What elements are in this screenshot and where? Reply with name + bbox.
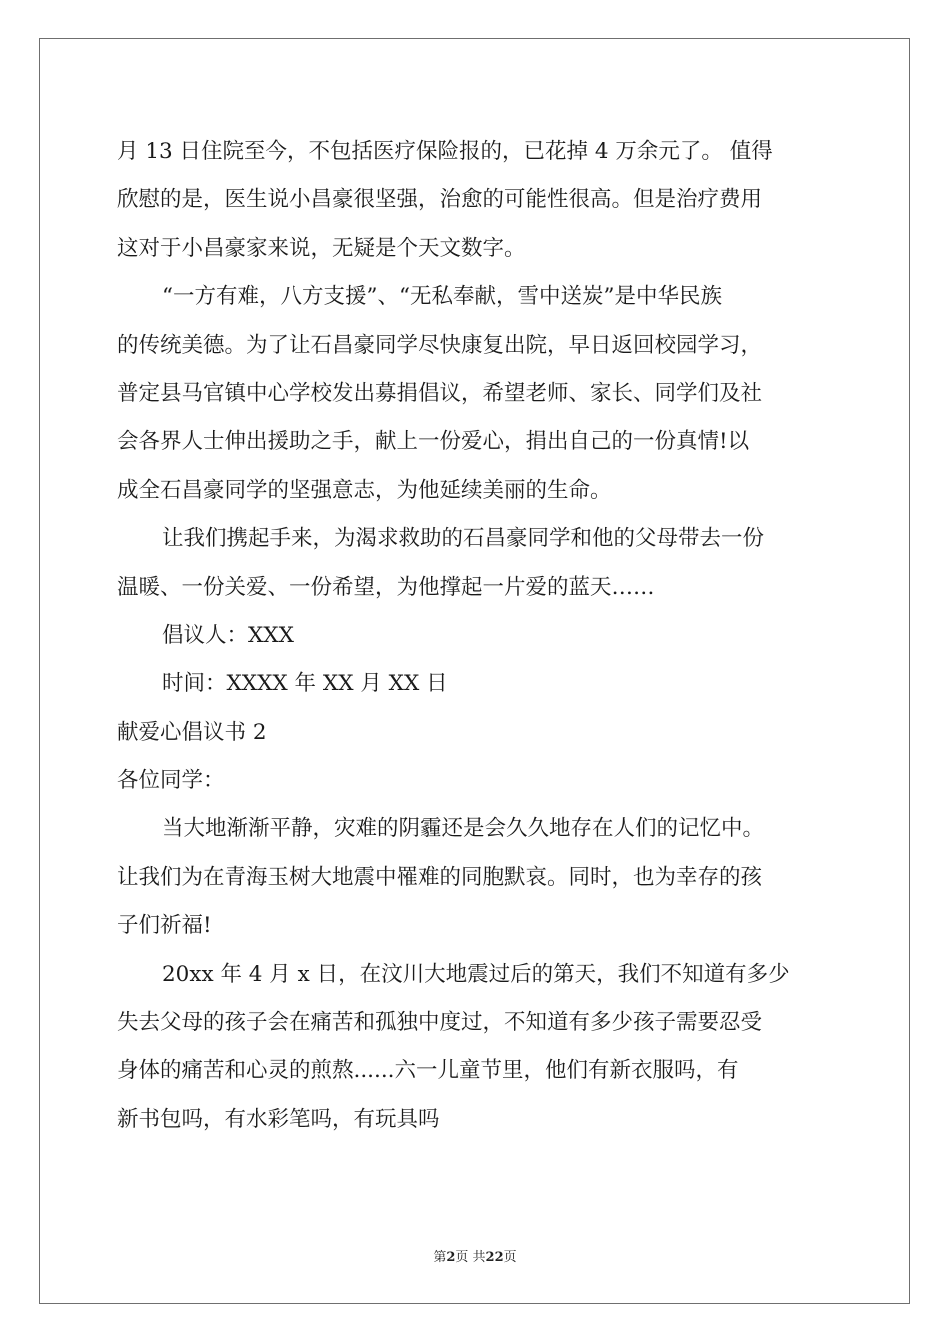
text-line: 各位同学： bbox=[117, 768, 225, 794]
footer-current-page: 2 bbox=[446, 1250, 456, 1265]
footer-suffix: 页 bbox=[503, 1250, 517, 1265]
text-line: 欣慰的是，医生说小昌豪很坚强，治愈的可能性很高。但是治疗费用 bbox=[117, 187, 763, 213]
text-line: “一方有难，八方支援”、“无私奉献，雪中送炭”是中华民族 bbox=[162, 284, 722, 310]
footer-mid: 页 共 bbox=[455, 1250, 486, 1265]
text-line: 月 13 日住院至今，不包括医疗保险报的，已花掉 4 万余元了。 值得 bbox=[117, 139, 773, 164]
text-line: 新书包吗，有水彩笔吗，有玩具吗 bbox=[117, 1106, 440, 1132]
text-line: 失去父母的孩子会在痛苦和孤独中度过，不知道有多少孩子需要忍受 bbox=[117, 1010, 763, 1036]
text-line: 这对于小昌豪家来说，无疑是个天文数字。 bbox=[117, 235, 526, 261]
text-line: 当大地渐渐平静，灾难的阴霾还是会久久地存在人们的记忆中。 bbox=[162, 816, 765, 842]
footer-prefix: 第 bbox=[433, 1250, 447, 1265]
text-line: 温暖、一份关爱、一份希望，为他撑起一片爱的蓝天…… bbox=[117, 574, 655, 600]
text-line: 身体的痛苦和心灵的煎熬......六一儿童节里，他们有新衣服吗，有 bbox=[117, 1058, 739, 1084]
document-body bbox=[117, 128, 837, 1144]
footer-total-pages: 22 bbox=[485, 1250, 504, 1265]
text-line: 时间：XXXX 年 XX 月 XX 日 bbox=[162, 671, 448, 697]
text-line: 普定县马官镇中心学校发出募捐倡议，希望老师、家长、同学们及社 bbox=[117, 380, 763, 406]
text-line: 成全石昌豪同学的坚强意志，为他延续美丽的生命。 bbox=[117, 477, 612, 503]
text-line: 让我们携起手来，为渴求救助的石昌豪同学和他的父母带去一份 bbox=[162, 526, 765, 552]
text-line: 子们祈福! bbox=[117, 913, 212, 939]
text-line: 20xx 年 4 月 x 日，在汶川大地震过后的第天，我们不知道有多少 bbox=[162, 961, 790, 987]
text-line: 的传统美德。为了让石昌豪同学尽快康复出院，早日返回校园学习， bbox=[117, 332, 763, 358]
text-line: 倡议人：XXX bbox=[162, 622, 294, 648]
text-line: 让我们为在青海玉树大地震中罹难的同胞默哀。同时，也为幸存的孩 bbox=[117, 864, 763, 890]
text-line: 会各界人士伸出援助之手，献上一份爱心，捐出自己的一份真情!以 bbox=[117, 429, 750, 455]
text-line: 献爱心倡议书 2 bbox=[117, 719, 267, 745]
page-footer bbox=[0, 1246, 950, 1265]
